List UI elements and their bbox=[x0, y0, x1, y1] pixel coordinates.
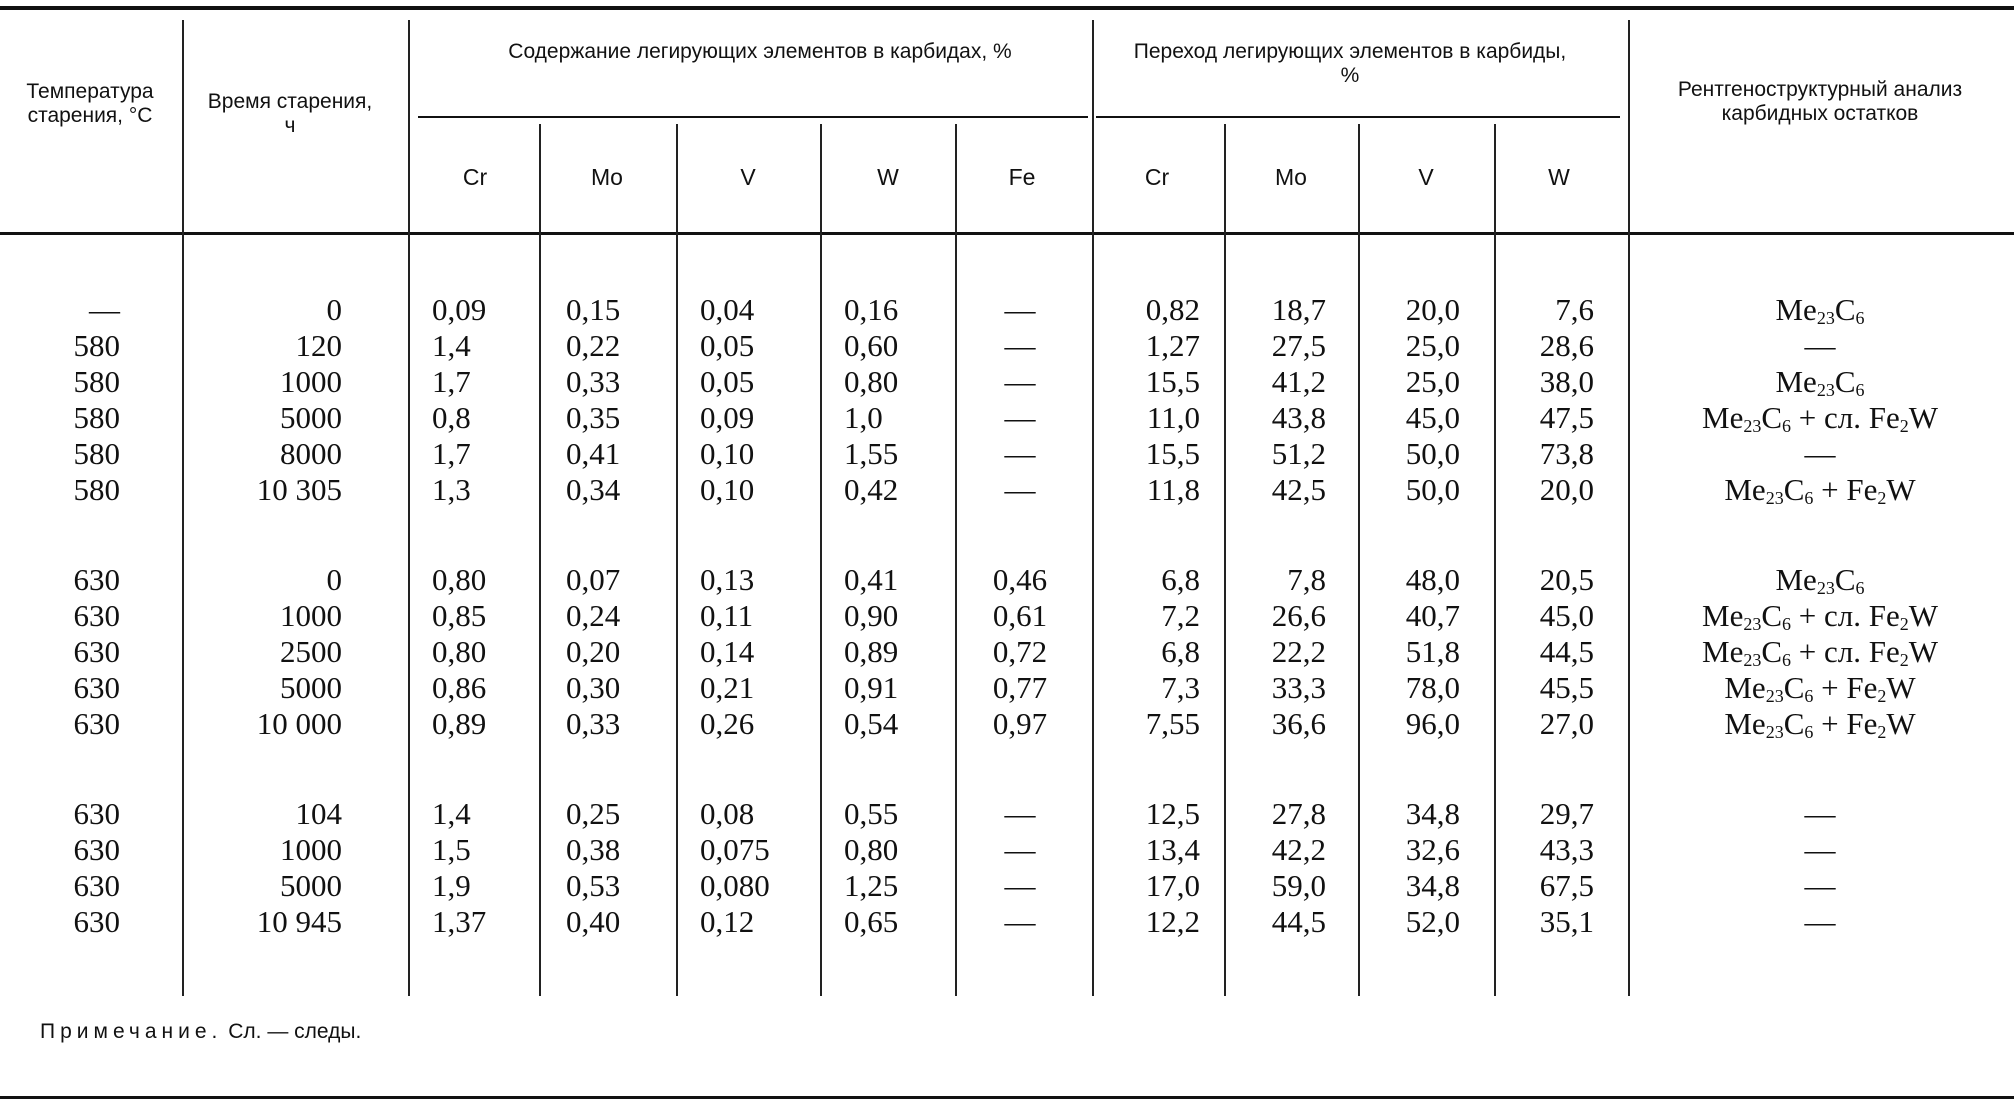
cell-phase: — bbox=[1804, 796, 1836, 831]
cell-c-w: 0,54 bbox=[844, 706, 899, 741]
cell-t-mo: 33,3 bbox=[1271, 670, 1326, 705]
note-text: Сл. — следы. bbox=[228, 1020, 362, 1043]
header-content-group: Содержание легирующих элементов в карбидах, % bbox=[508, 40, 1012, 63]
cell-time: 10 000 bbox=[256, 706, 342, 741]
cell-phase: — bbox=[1804, 868, 1836, 903]
cell-t-mo: 43,8 bbox=[1271, 400, 1326, 435]
cell-c-mo: 0,22 bbox=[566, 328, 621, 363]
cell-t-cr: 6,8 bbox=[1161, 562, 1200, 597]
cell-temp: 580 bbox=[73, 364, 120, 399]
col-divider bbox=[1494, 124, 1496, 996]
cell-c-w: 0,90 bbox=[844, 598, 899, 633]
cell-t-w: 67,5 bbox=[1539, 868, 1594, 903]
cell-time: 5000 bbox=[280, 670, 342, 705]
cell-phase: — bbox=[1804, 328, 1836, 363]
cell-phase: $Me_{23}C_6$ + сл. $Fe_2W$ bbox=[1702, 634, 1938, 670]
cell-t-mo: 44,5 bbox=[1271, 904, 1326, 939]
cell-c-mo: 0,35 bbox=[566, 400, 621, 435]
bottom-rule bbox=[0, 1096, 2014, 1099]
subheader-content-cr: Cr bbox=[462, 164, 488, 190]
cell-t-w: 20,5 bbox=[1539, 562, 1594, 597]
cell-c-mo: 0,53 bbox=[566, 868, 621, 903]
cell-temp: 630 bbox=[73, 634, 120, 669]
cell-t-v: 25,0 bbox=[1405, 364, 1460, 399]
cell-c-mo: 0,38 bbox=[566, 832, 621, 867]
cell-temp: — bbox=[89, 292, 120, 327]
cell-c-mo: 0,24 bbox=[566, 598, 621, 633]
cell-temp: 630 bbox=[73, 904, 120, 939]
header-transfer-group: Переход легирующих элементов в карбиды, % bbox=[1133, 40, 1567, 87]
cell-c-fe: — bbox=[1004, 796, 1036, 831]
cell-c-v: 0,26 bbox=[700, 706, 755, 741]
col-divider bbox=[182, 20, 184, 996]
cell-time: 1000 bbox=[280, 832, 342, 867]
cell-t-cr: 1,27 bbox=[1145, 328, 1200, 363]
cell-phase: — bbox=[1804, 436, 1836, 471]
cell-c-w: 0,41 bbox=[844, 562, 899, 597]
col-divider bbox=[1358, 124, 1360, 996]
cell-time: 0 bbox=[326, 292, 342, 327]
top-rule bbox=[0, 6, 2014, 10]
cell-c-mo: 0,07 bbox=[566, 562, 621, 597]
cell-t-mo: 42,5 bbox=[1271, 472, 1326, 507]
cell-phase: $Me_{23}C_6$ + сл. $Fe_2W$ bbox=[1702, 400, 1938, 436]
cell-t-cr: 11,0 bbox=[1146, 400, 1200, 435]
cell-c-w: 0,80 bbox=[844, 364, 899, 399]
cell-c-fe: 0,97 bbox=[992, 706, 1048, 741]
cell-time: 2500 bbox=[280, 634, 342, 669]
cell-c-v: 0,14 bbox=[700, 634, 755, 669]
cell-t-mo: 18,7 bbox=[1271, 292, 1326, 327]
cell-t-v: 45,0 bbox=[1405, 400, 1460, 435]
cell-c-v: 0,05 bbox=[700, 364, 755, 399]
cell-phase: $Me_{23}C_6 + Fe_2W$ bbox=[1724, 670, 1916, 706]
cell-t-w: 7,6 bbox=[1555, 292, 1594, 327]
cell-t-cr: 15,5 bbox=[1145, 364, 1200, 399]
cell-c-fe: — bbox=[1004, 364, 1036, 399]
cell-t-v: 78,0 bbox=[1405, 670, 1460, 705]
cell-c-v: 0,11 bbox=[700, 598, 754, 633]
subheader-transfer-cr: Cr bbox=[1144, 164, 1170, 190]
cell-c-fe: — bbox=[1004, 868, 1036, 903]
header-temperature: Температура старения, °С bbox=[26, 80, 154, 127]
col-divider bbox=[676, 124, 678, 996]
cell-c-w: 0,55 bbox=[844, 796, 899, 831]
cell-c-v: 0,21 bbox=[700, 670, 755, 705]
cell-time: 104 bbox=[295, 796, 342, 831]
cell-c-cr: 0,09 bbox=[432, 292, 487, 327]
cell-t-mo: 51,2 bbox=[1271, 436, 1326, 471]
cell-t-mo: 27,5 bbox=[1271, 328, 1326, 363]
cell-temp: 630 bbox=[73, 796, 120, 831]
cell-c-fe: — bbox=[1004, 400, 1036, 435]
cell-t-cr: 12,5 bbox=[1145, 796, 1200, 831]
col-divider bbox=[820, 124, 822, 996]
cell-c-fe: 0,77 bbox=[992, 670, 1048, 705]
cell-t-v: 50,0 bbox=[1405, 472, 1460, 507]
cell-time: 5000 bbox=[280, 400, 342, 435]
cell-temp: 630 bbox=[73, 598, 120, 633]
subheader-content-fe: Fe bbox=[1008, 164, 1036, 190]
cell-time: 0 bbox=[326, 562, 342, 597]
cell-c-v: 0,13 bbox=[700, 562, 755, 597]
cell-t-v: 20,0 bbox=[1405, 292, 1460, 327]
cell-t-cr: 12,2 bbox=[1145, 904, 1200, 939]
cell-t-w: 29,7 bbox=[1539, 796, 1594, 831]
table-note bbox=[40, 1020, 361, 1044]
cell-c-mo: 0,34 bbox=[566, 472, 621, 507]
cell-t-mo: 59,0 bbox=[1271, 868, 1326, 903]
cell-c-cr: 0,8 bbox=[432, 400, 471, 435]
cell-temp: 580 bbox=[73, 400, 120, 435]
cell-time: 5000 bbox=[280, 868, 342, 903]
cell-t-cr: 6,8 bbox=[1161, 634, 1200, 669]
cell-c-fe: — bbox=[1004, 292, 1036, 327]
cell-t-v: 34,8 bbox=[1405, 868, 1460, 903]
cell-c-cr: 1,4 bbox=[432, 796, 471, 831]
cell-t-mo: 36,6 bbox=[1271, 706, 1326, 741]
subheader-transfer-v: V bbox=[1418, 164, 1434, 190]
cell-c-fe: — bbox=[1004, 328, 1036, 363]
cell-temp: 580 bbox=[73, 436, 120, 471]
cell-t-v: 40,7 bbox=[1405, 598, 1460, 633]
cell-c-v: 0,05 bbox=[700, 328, 755, 363]
col-divider bbox=[1628, 20, 1630, 996]
cell-t-w: 43,3 bbox=[1539, 832, 1594, 867]
cell-phase: $Me_{23}C_6$ + сл. $Fe_2W$ bbox=[1702, 598, 1938, 634]
cell-t-w: 47,5 bbox=[1539, 400, 1594, 435]
cell-c-v: 0,075 bbox=[700, 832, 770, 867]
cell-phase: — bbox=[1804, 832, 1836, 867]
cell-c-fe: — bbox=[1004, 436, 1036, 471]
cell-c-mo: 0,20 bbox=[566, 634, 621, 669]
cell-c-fe: 0,61 bbox=[992, 598, 1048, 633]
cell-c-cr: 1,7 bbox=[432, 364, 471, 399]
col-divider bbox=[539, 124, 541, 996]
cell-t-w: 45,5 bbox=[1539, 670, 1594, 705]
cell-c-cr: 0,89 bbox=[432, 706, 487, 741]
cell-t-w: 73,8 bbox=[1539, 436, 1594, 471]
cell-t-mo: 22,2 bbox=[1271, 634, 1326, 669]
cell-t-v: 50,0 bbox=[1405, 436, 1460, 471]
cell-t-w: 28,6 bbox=[1539, 328, 1594, 363]
cell-c-cr: 0,80 bbox=[432, 562, 487, 597]
cell-c-fe: — bbox=[1004, 472, 1036, 507]
cell-c-mo: 0,41 bbox=[566, 436, 621, 471]
cell-c-v: 0,09 bbox=[700, 400, 755, 435]
cell-c-w: 1,0 bbox=[844, 400, 883, 435]
cell-time: 120 bbox=[295, 328, 342, 363]
cell-c-cr: 1,7 bbox=[432, 436, 471, 471]
cell-c-v: 0,12 bbox=[700, 904, 755, 939]
cell-t-cr: 13,4 bbox=[1145, 832, 1200, 867]
header-xray: Рентгеноструктурный анализ карбидных остатков bbox=[1677, 78, 1963, 125]
col-divider bbox=[955, 124, 957, 996]
cell-c-mo: 0,15 bbox=[566, 292, 621, 327]
cell-t-cr: 7,55 bbox=[1145, 706, 1200, 741]
cell-c-mo: 0,30 bbox=[566, 670, 621, 705]
cell-t-cr: 7,3 bbox=[1161, 670, 1200, 705]
subheader-content-mo: Mo bbox=[591, 164, 623, 190]
cell-c-w: 1,55 bbox=[844, 436, 899, 471]
cell-c-mo: 0,33 bbox=[566, 706, 621, 741]
cell-c-cr: 0,80 bbox=[432, 634, 487, 669]
cell-t-mo: 42,2 bbox=[1271, 832, 1326, 867]
cell-t-v: 48,0 bbox=[1405, 562, 1460, 597]
cell-c-mo: 0,33 bbox=[566, 364, 621, 399]
cell-c-w: 0,89 bbox=[844, 634, 899, 669]
note-label: Примечание. bbox=[40, 1020, 223, 1043]
cell-t-w: 45,0 bbox=[1539, 598, 1594, 633]
header-bottom-rule bbox=[0, 232, 2014, 235]
cell-time: 10 305 bbox=[256, 472, 342, 507]
cell-temp: 630 bbox=[73, 562, 120, 597]
cell-c-v: 0,04 bbox=[700, 292, 755, 327]
cell-t-w: 35,1 bbox=[1539, 904, 1594, 939]
cell-t-v: 52,0 bbox=[1405, 904, 1460, 939]
group-underline-transfer bbox=[1096, 116, 1620, 118]
cell-t-v: 32,6 bbox=[1405, 832, 1460, 867]
cell-c-w: 0,80 bbox=[844, 832, 899, 867]
cell-c-fe: — bbox=[1004, 904, 1036, 939]
cell-t-cr: 11,8 bbox=[1146, 472, 1200, 507]
cell-temp: 630 bbox=[73, 868, 120, 903]
cell-phase: $Me_{23}C_6 + Fe_2W$ bbox=[1724, 472, 1916, 508]
cell-c-v: 0,08 bbox=[700, 796, 755, 831]
cell-c-cr: 0,85 bbox=[432, 598, 487, 633]
cell-c-v: 0,10 bbox=[700, 436, 755, 471]
cell-t-mo: 27,8 bbox=[1271, 796, 1326, 831]
cell-t-v: 34,8 bbox=[1405, 796, 1460, 831]
cell-t-w: 20,0 bbox=[1539, 472, 1594, 507]
cell-c-cr: 1,5 bbox=[432, 832, 471, 867]
cell-t-w: 27,0 bbox=[1539, 706, 1594, 741]
cell-phase: $Me_{23}C_6$ bbox=[1775, 562, 1865, 598]
cell-t-v: 51,8 bbox=[1405, 634, 1460, 669]
cell-c-cr: 1,4 bbox=[432, 328, 471, 363]
cell-c-w: 0,91 bbox=[844, 670, 899, 705]
cell-c-fe: 0,72 bbox=[992, 634, 1048, 669]
cell-t-w: 44,5 bbox=[1539, 634, 1594, 669]
cell-c-cr: 0,86 bbox=[432, 670, 487, 705]
cell-c-w: 0,16 bbox=[844, 292, 899, 327]
cell-time: 10 945 bbox=[256, 904, 342, 939]
cell-phase: $Me_{23}C_6$ bbox=[1775, 364, 1865, 400]
cell-t-mo: 26,6 bbox=[1271, 598, 1326, 633]
cell-c-w: 0,42 bbox=[844, 472, 899, 507]
cell-c-cr: 1,9 bbox=[432, 868, 471, 903]
subheader-transfer-mo: Mo bbox=[1275, 164, 1307, 190]
cell-phase: — bbox=[1804, 904, 1836, 939]
cell-temp: 580 bbox=[73, 472, 120, 507]
cell-t-cr: 17,0 bbox=[1145, 868, 1200, 903]
cell-c-fe: 0,46 bbox=[992, 562, 1048, 597]
col-divider bbox=[1224, 124, 1226, 996]
cell-phase: $Me_{23}C_6$ bbox=[1775, 292, 1865, 328]
subheader-content-v: V bbox=[740, 164, 756, 190]
cell-time: 1000 bbox=[280, 598, 342, 633]
header-time: Время старения, ч bbox=[207, 90, 373, 137]
cell-temp: 580 bbox=[73, 328, 120, 363]
cell-c-mo: 0,25 bbox=[566, 796, 621, 831]
cell-temp: 630 bbox=[73, 706, 120, 741]
cell-temp: 630 bbox=[73, 670, 120, 705]
cell-t-v: 25,0 bbox=[1405, 328, 1460, 363]
cell-t-mo: 7,8 bbox=[1287, 562, 1326, 597]
subheader-transfer-w: W bbox=[1548, 164, 1570, 190]
cell-c-w: 0,65 bbox=[844, 904, 899, 939]
cell-t-cr: 7,2 bbox=[1161, 598, 1200, 633]
subheader-content-w: W bbox=[877, 164, 899, 190]
cell-c-w: 0,60 bbox=[844, 328, 899, 363]
cell-phase: $Me_{23}C_6 + Fe_2W$ bbox=[1724, 706, 1916, 742]
cell-c-v: 0,10 bbox=[700, 472, 755, 507]
cell-c-w: 1,25 bbox=[844, 868, 899, 903]
cell-t-cr: 0,82 bbox=[1145, 292, 1200, 327]
cell-c-fe: — bbox=[1004, 832, 1036, 867]
cell-c-cr: 1,3 bbox=[432, 472, 471, 507]
cell-t-v: 96,0 bbox=[1405, 706, 1460, 741]
cell-t-mo: 41,2 bbox=[1271, 364, 1326, 399]
group-underline-content bbox=[418, 116, 1088, 118]
cell-time: 8000 bbox=[280, 436, 342, 471]
cell-temp: 630 bbox=[73, 832, 120, 867]
cell-c-cr: 1,37 bbox=[432, 904, 487, 939]
cell-t-w: 38,0 bbox=[1539, 364, 1594, 399]
cell-time: 1000 bbox=[280, 364, 342, 399]
cell-c-mo: 0,40 bbox=[566, 904, 621, 939]
cell-t-cr: 15,5 bbox=[1145, 436, 1200, 471]
cell-c-v: 0,080 bbox=[700, 868, 770, 903]
